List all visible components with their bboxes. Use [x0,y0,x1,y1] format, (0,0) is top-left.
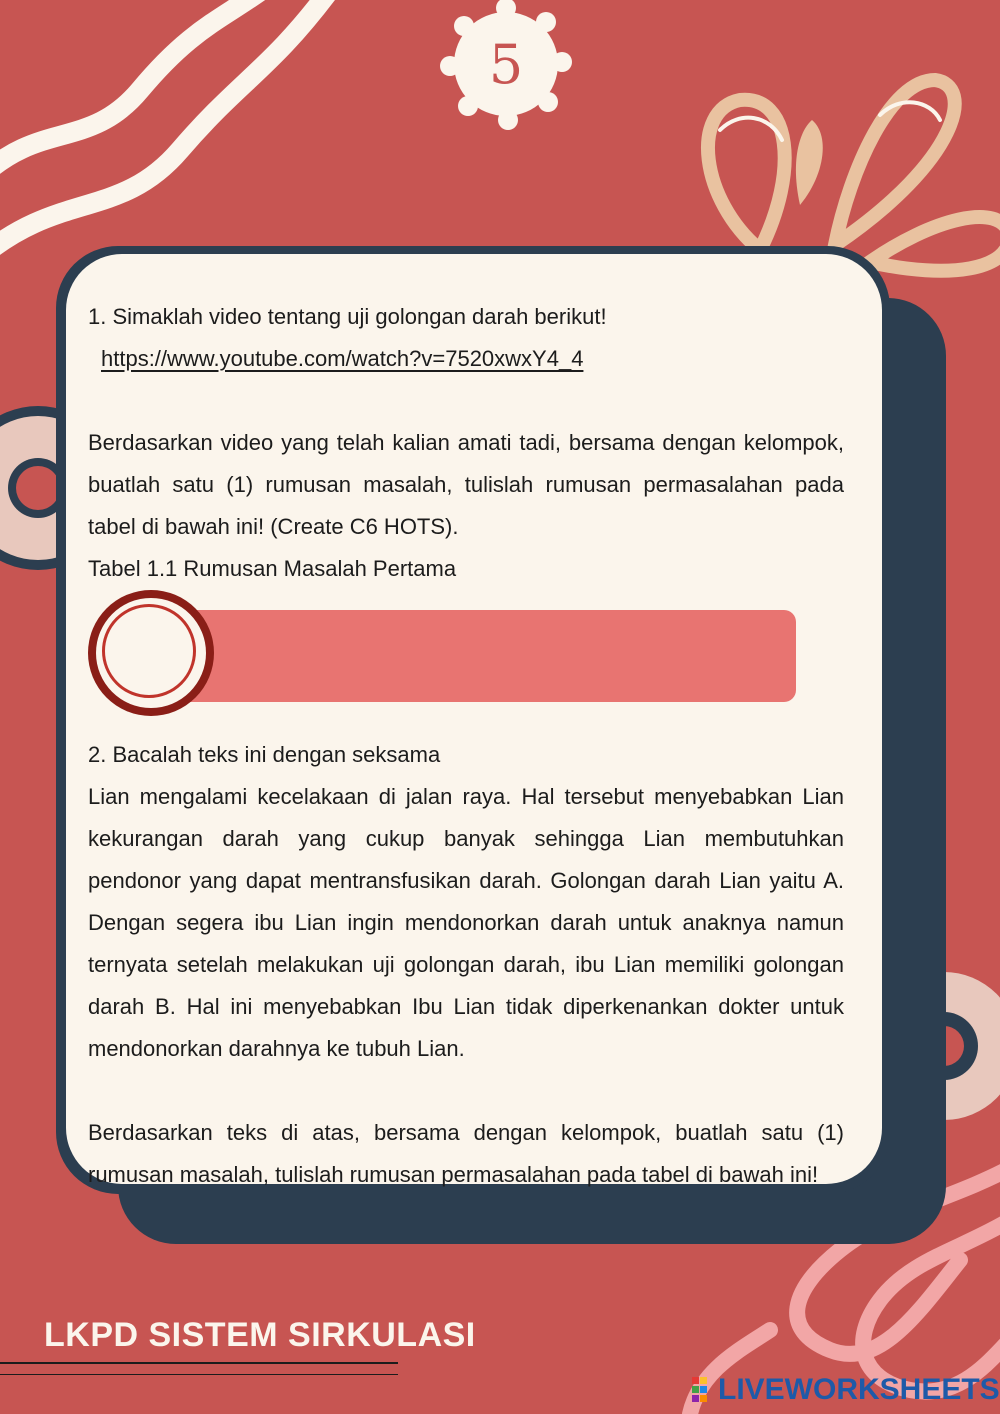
footer-divider-thin [0,1374,398,1375]
liveworksheets-logo-icon [692,1377,714,1403]
question-1-instruction: 1. Simaklah video tentang uji golongan darah berikut! [88,304,607,329]
footer-divider [0,1362,398,1364]
video-link[interactable]: https://www.youtube.com/watch?v=7520xwxY4_4 [101,346,584,371]
spacer [88,1070,844,1112]
footer-title: LKPD SISTEM SIRKULASI [44,1316,476,1354]
answer-input-1[interactable] [172,610,796,702]
page-number: 5 [488,33,524,96]
wavy-stripes-top-left [0,0,330,258]
table-caption: Tabel 1.1 Rumusan Masalah Pertama [88,556,457,581]
question-1-paragraph: Berdasarkan video yang telah kalian amati tadi, bersama dengan kelompok, buatlah satu (1) rumusan masalah, tulislah rumusan permasalahan pada tabel di bawah ini! (Create C6 HOTS). [88,430,844,539]
question-2-instruction: 2. Bacalah teks ini dengan seksama [88,742,441,767]
answer-table-1 [88,590,844,734]
spacer [88,380,844,422]
answer-ring-icon [88,590,214,716]
question-2-story: Lian mengalami kecelakaan di jalan raya. Hal tersebut menyebabkan Lian kekurangan darah yang cukup banyak sehingga Lian membutuhkan pendonor yang dapat mentransfusikan darah. Golongan darah Lian yaitu A. Dengan segera ibu Lian ingin mendonorkan darah untuk anaknya namun ternyata setelah melakukan uji golongan darah, ibu Lian memiliki golongan darah B. Hal ini menyebabkan Ibu Lian tidak diperkenankan dokter untuk mendonorkan darahnya ke tubuh Lian. [88,784,844,1061]
question-2-prompt: Berdasarkan teks di atas, bersama dengan kelompok, buatlah satu (1) rumusan masalah, tulislah rumusan permasalahan pada tabel di bawah ini! [88,1120,844,1187]
liveworksheets-brand[interactable] [692,1372,1000,1408]
petal-decoration-top-right [708,80,1000,271]
worksheet-content [88,296,844,1196]
brand-text: LIVEWORKSHEETS [718,1373,1000,1406]
